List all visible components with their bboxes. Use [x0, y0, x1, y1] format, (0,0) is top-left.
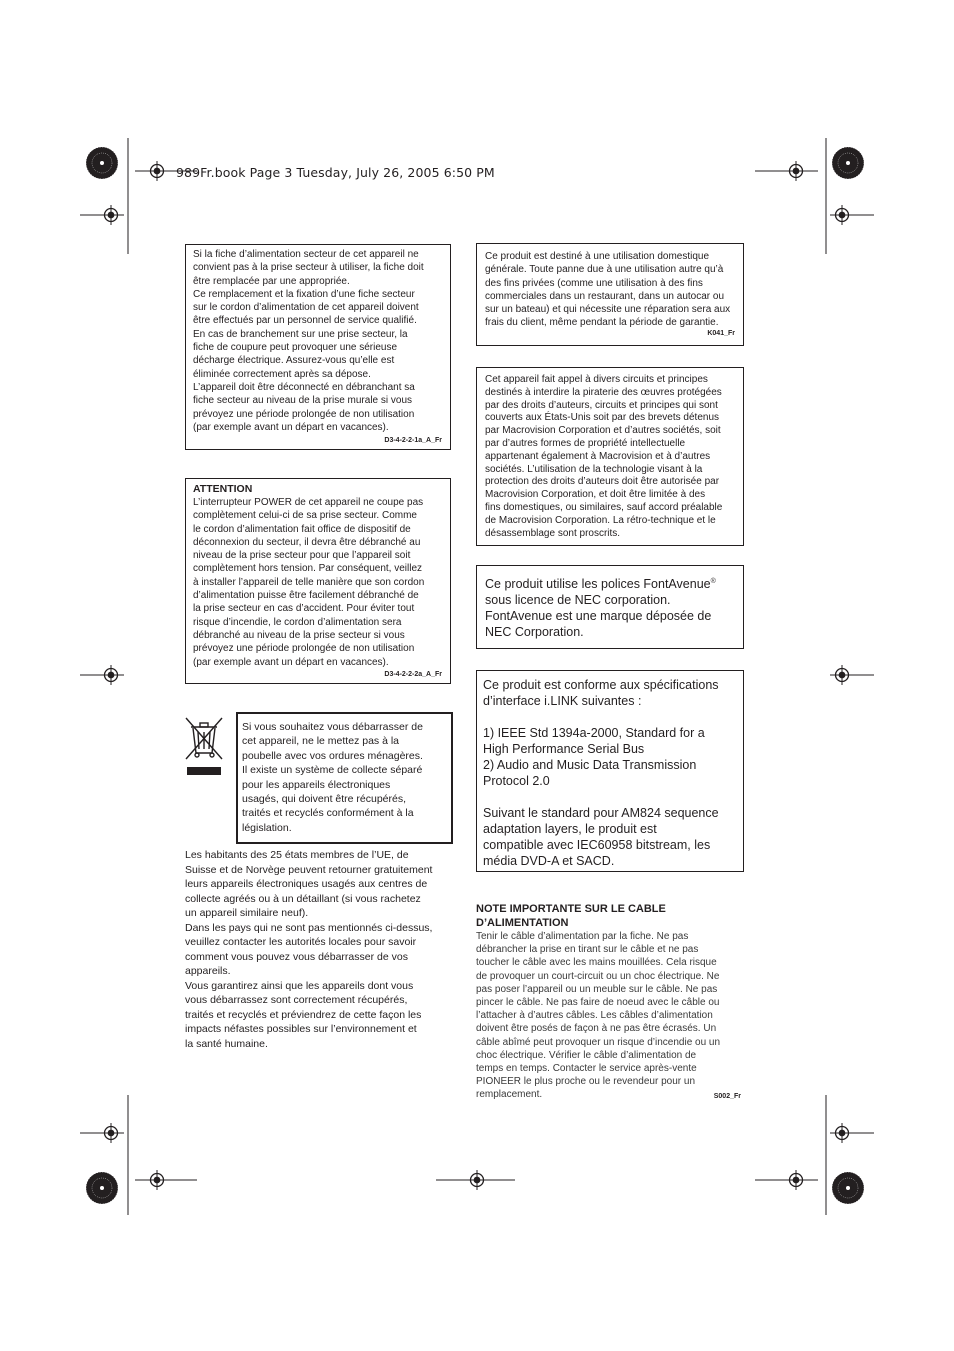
notice-code: D3-4-2-2-2a_A_Fr [384, 671, 442, 678]
cable-note-text: Tenir le câble d’alimentation par la fiche. Ne pas débrancher la prise en tirant sur le câble et ne pas toucher le câble avec les mains mouillées. Cela risque de provoquer un court-circuit ou un choc électrique. Ne pas poser l’appareil ou un meuble sur le câble. Ne pas pincer le câble. Ne pas faire de noeud avec le câble ou l’attacher à d’autres câbles. Les câbles d’alimentation doivent être posés de façon à ne pas être écrasés. Un câble abîmé peut provoquer un risque d’incendie ou un choc électrique. Vérifier le câble d’alimentation de temps en temps. Contacter le service après-vente PIONEER le plus proche ou le revendeur pour un remplacement. [476, 931, 721, 1101]
attention-text: L’interrupteur POWER de cet appareil ne coupe pas complètement celui-ci de sa prise secteur. Comme le cordon d’alimentation fait office de dispositif de déconnexion du secteur, il devra être débranché au niveau de la prise secteur pour que l’appareil soit complètement hors tension. Par conséquent, veillez à installer l’appareil de telle manière que son cordon d’alimentation puisse être facilement débranché de la prise secteur en cas d’accident. Pour éviter tout risque d’incendie, le cordon d’alimentation sera débranché au niveau de la prise secteur si vous prévoyez une période prolongée de non utilisation (par exemple avant un départ en vacances). [193, 497, 425, 668]
registration-target-icon [786, 161, 806, 181]
registration-target-icon [147, 1170, 167, 1190]
registration-target-icon [832, 665, 852, 685]
ilink-text: Ce produit est conforme aux spécifications d’interface i.LINK suivantes : 1) IEEE Std 1394a-2000, Standard for a High Performance Serial Bus 2) Audio and Music Data Transmission Protocol 2.0 Suivant le standard pour AM824 sequence adaptation layers, le produit est compatible avec IEC60958 bitstream, les média DVD-A et SACD. [483, 678, 719, 868]
ilink-notice [476, 670, 744, 872]
notice-code: K041_Fr [707, 330, 735, 337]
fontavenue-notice [476, 565, 744, 649]
notice-code: S002_Fr [713, 1093, 741, 1100]
fontavenue-text-end: sous licence de NEC corporation. FontAvenue est une marque déposée de NEC Corporation. [485, 593, 712, 640]
registration-target-icon [101, 665, 121, 685]
starburst-mark-icon [830, 1170, 866, 1206]
crossed-out-wheelie-bin-icon [183, 715, 225, 782]
domestic-use-text: Ce produit est destiné à une utilisation domestique générale. Toute panne due à une utilisation autre qu’à des fins privées (comme une utilisation à des fins commerciales dans un restaurant, dans un autocar ou sur un bateau) et qui nécessite une réparation sera aux frais du client, même pendant la période de garantie. [485, 251, 731, 329]
fontavenue-text [485, 574, 735, 640]
notice-code: D3-4-2-2-1a_A_Fr [384, 437, 442, 444]
starburst-mark-icon [84, 1170, 120, 1206]
registration-target-icon [786, 1170, 806, 1190]
starburst-mark-icon [830, 145, 866, 181]
fontavenue-text-start: Ce produit utilise les polices FontAvenue [485, 577, 711, 592]
registration-target-icon [832, 1123, 852, 1143]
weee-disposal-notice [236, 712, 453, 844]
cable-note-title: NOTE IMPORTANTE SUR LE CABLE D’ALIMENTATION [476, 903, 666, 929]
registration-target-icon [467, 1170, 487, 1190]
registration-target-icon [101, 1123, 121, 1143]
attention-notice [185, 478, 451, 684]
registration-target-icon [147, 161, 167, 181]
domestic-use-notice [476, 243, 744, 346]
macrovision-text: Cet appareil fait appel à divers circuits et principes destinés à interdire la piraterie des œuvres protégées par des droits d’auteurs, circuits et principes qui sont couverts aux États-Unis soit par des brevets détenus par Macrovision Corporation et d’autres sociétés, soit par d’autres formes de propriété intellectuelle appartenant également à Macrovision et à d’autres sociétés. L’utilisation de la technologie visant à la protection des droits d’auteurs doit être autorisée par Macrovision Corporation, et doit être limitée à des fins domestiques, ou similaires, sauf accord préalable de Macrovision Corporation. La rétro-technique et le désassemblage sont proscrits. [485, 374, 723, 539]
book-page-header: 989Fr.book Page 3 Tuesday, July 26, 2005 6:50 PM [176, 165, 495, 180]
registered-mark: ® [710, 578, 716, 585]
attention-title: ATTENTION [193, 483, 253, 495]
registration-target-icon [101, 205, 121, 225]
plug-replacement-text: Si la fiche d’alimentation secteur de cet appareil ne convient pas à la prise secteur à utiliser, la fiche doit être remplacée par une appropriée. Ce remplacement et la fixation d’une fiche secteur sur le cordon d’alimentation de cet appareil doivent être effectués par un personnel de service qualifié. En cas de branchement sur une prise secteur, la fiche de coupure peut provoquer une sérieuse décharge électrique. Assurez-vous qu’elle est éliminée correctement après sa dépose. L’appareil doit être déconnecté en débranchant sa fiche secteur au niveau de la prise murale si vous prévoyez une période prolongée de non utilisation (par exemple avant un départ en vacances). [193, 249, 424, 433]
starburst-mark-icon [84, 145, 120, 181]
macrovision-notice [476, 367, 744, 546]
weee-notice-text: Si vous souhaitez vous débarrasser de cet appareil, ne le mettez pas à la poubelle avec vos ordures ménagères. Il existe un système de collecte séparé pour les appareils électroniques usagés, qui doivent être récupérés, traités et recyclés conformément à la législation. [242, 721, 423, 834]
registration-target-icon [832, 205, 852, 225]
weee-body-text: Les habitants des 25 états membres de l’UE, de Suisse et de Norvège peuvent retourner gratuitement leurs appareils électroniques usagés aux centres de collecte agréés ou à un détaillant (si vous rachetez un appareil similaire neuf). Dans les pays qui ne sont pas mentionnés ci-dessus, veuillez contacter les autorités locales pour savoir comment vous pouvez vous débarrasser de vos appareils. Vous garantirez ainsi que les appareils dont vous vous débarrassez sont correctement récupérés, traités et recyclés et préviendrez de cette façon les impacts néfastes possibles sur l’environnement et la santé humaine. [185, 849, 433, 1050]
plug-replacement-notice [185, 244, 451, 450]
